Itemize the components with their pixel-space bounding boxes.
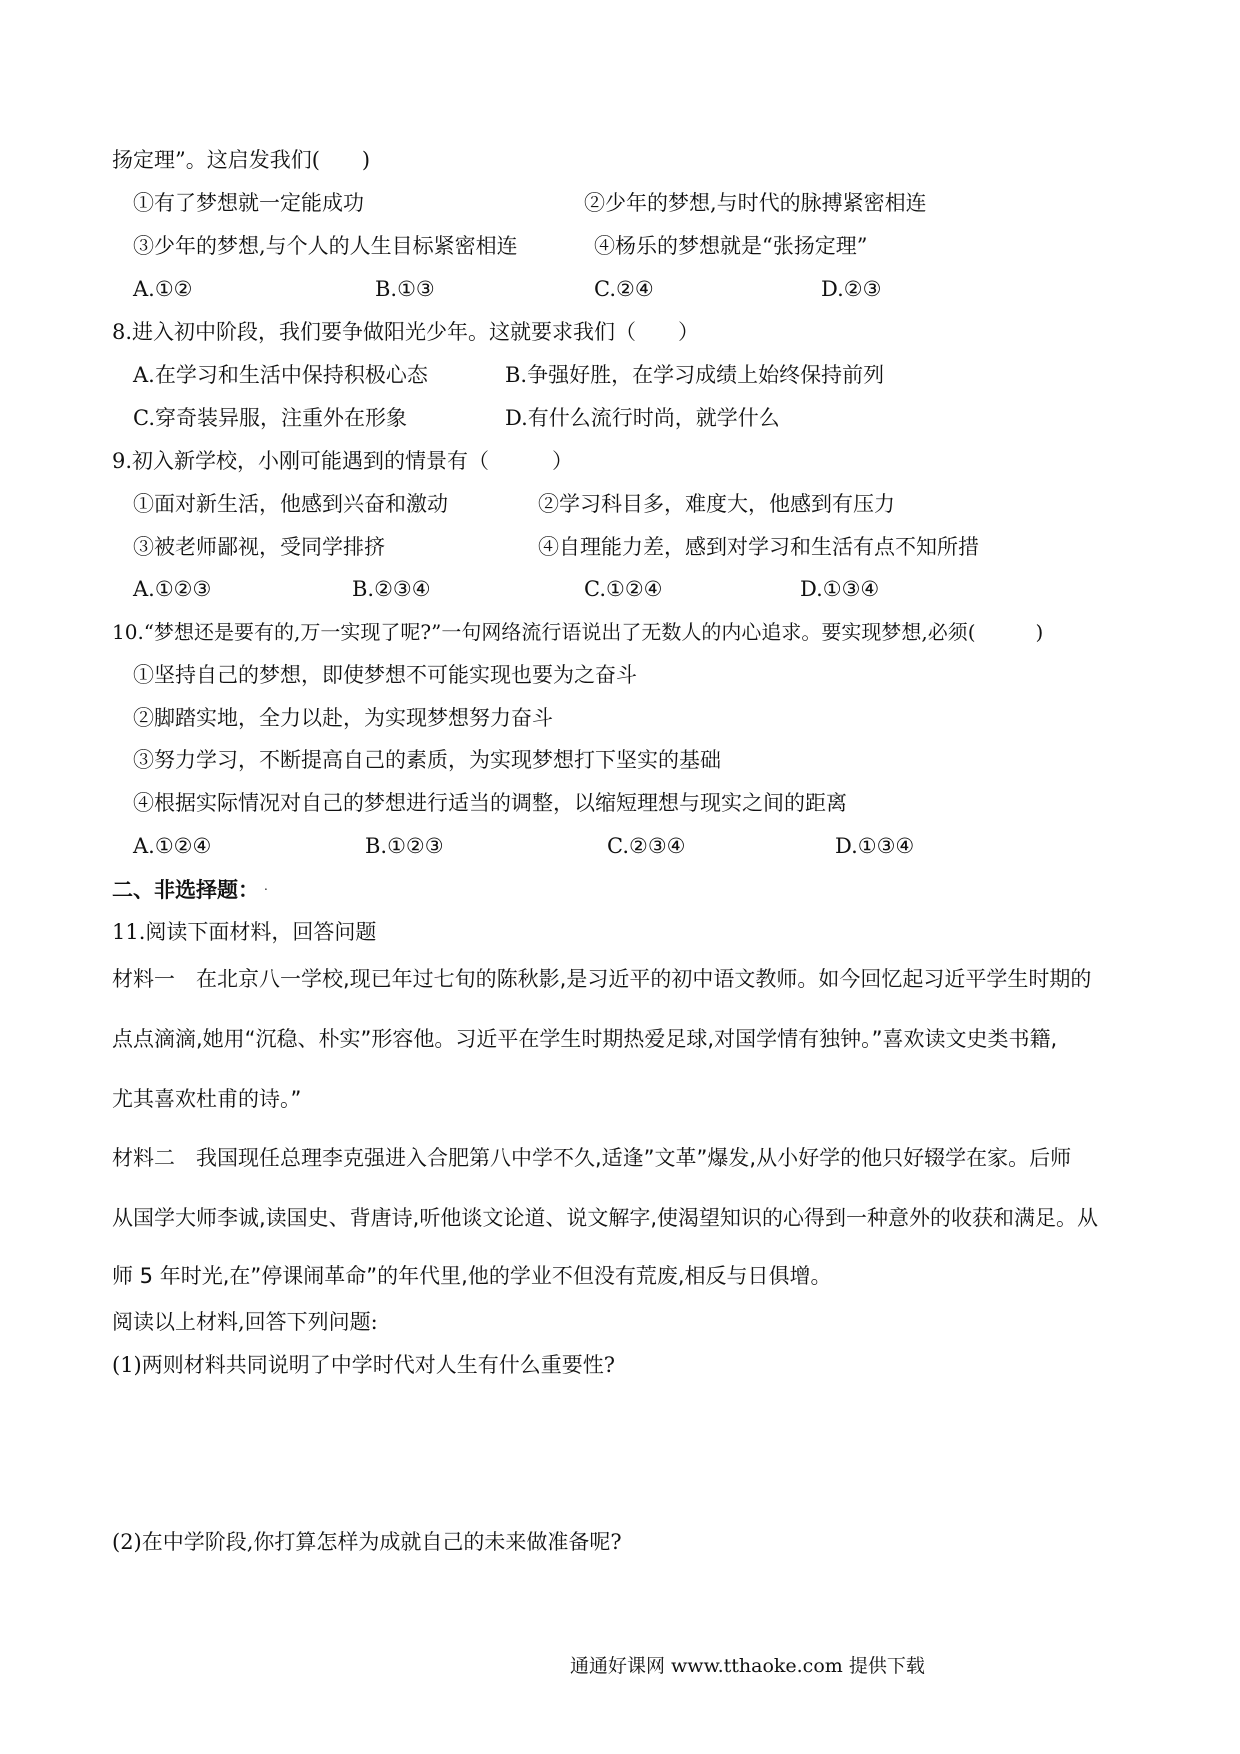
q7-statement-1: ①有了梦想就一定能成功 [133,191,364,215]
q11-prompt: 阅读以上材料,回答下列问题: [112,1310,378,1334]
q7-stem-tail: 扬定理”。这启发我们( ) [112,148,371,172]
q8-option-b: B.争强好胜，在学习成绩上始终保持前列 [505,363,885,387]
q9-stem: 9.初入新学校，小刚可能遇到的情景有（ ） [112,449,574,473]
q10-statement-3: ③努力学习，不断提高自己的素质，为实现梦想打下坚实的基础 [133,748,721,772]
q10-statement-4: ④根据实际情况对自己的梦想进行适当的调整，以缩短理想与现实之间的距离 [133,791,847,815]
q7-statement-3: ③少年的梦想,与个人的人生目标紧密相连 [133,234,518,258]
q10-statement-1: ①坚持自己的梦想，即使梦想不可能实现也要为之奋斗 [133,663,637,687]
material-2-line-1: 材料二 我国现任总理李克强进入合肥第八中学不久,适逢”文革”爆发,从小好学的他只好辍学在家。后师 [112,1146,1072,1170]
q11-subquestion-1: (1)两则材料共同说明了中学时代对人生有什么重要性? [112,1353,616,1377]
q9-statement-2: ②学习科目多，难度大，他感到有压力 [538,492,895,516]
material-1-line-3: 尤其喜欢杜甫的诗。” [112,1087,302,1111]
q9-statement-1: ①面对新生活，他感到兴奋和激动 [133,492,448,516]
q8-option-c: C.穿奇装异服，注重外在形象 [133,406,407,430]
q7-choice-d: D.②③ [821,277,882,301]
material-2-line-2: 从国学大师李诚,读国史、背唐诗,听他谈文论道、说文解字,使渴望知识的心得到一种意外的收获和满足。从 [112,1206,1099,1230]
q10-choice-d: D.①③④ [835,834,915,858]
q9-choice-d: D.①③④ [800,577,880,601]
q7-choice-a: A.①② [133,277,193,301]
q11-subquestion-2: (2)在中学阶段,你打算怎样为成就自己的未来做准备呢? [112,1530,622,1554]
q9-choice-b: B.②③④ [352,577,431,601]
q7-choice-c: C.②④ [594,277,654,301]
q8-stem: 8.进入初中阶段，我们要争做阳光少年。这就要求我们（ ） [112,320,700,344]
q8-option-a: A.在学习和生活中保持积极心态 [133,363,428,387]
q9-statement-4: ④自理能力差，感到对学习和生活有点不知所措 [538,535,979,559]
page-footer: 通通好课网 www.tthaoke.com 提供下载 [570,1655,925,1677]
q9-choice-a: A.①②③ [133,577,212,601]
q9-choice-c: C.①②④ [584,577,663,601]
q7-choice-b: B.①③ [375,277,435,301]
q7-statement-4: ④杨乐的梦想就是“张扬定理” [594,234,868,258]
section-heading: 二、非选择题： [112,878,259,902]
q8-option-d: D.有什么流行时尚，就学什么 [505,406,780,430]
q7-statement-2: ②少年的梦想,与时代的脉搏紧密相连 [584,191,927,215]
q9-statement-3: ③被老师鄙视，受同学排挤 [133,535,385,559]
material-1-line-1: 材料一 在北京八一学校,现已年过七旬的陈秋影,是习近平的初中语文教师。如今回忆起习近平学生时期的 [112,967,1092,991]
q10-choice-b: B.①②③ [365,834,444,858]
material-2-line-3: 师 5 年时光,在”停课闹革命”的年代里,他的学业不但没有荒废,相反与日俱增。 [112,1264,832,1288]
q10-stem: 10.“梦想还是要有的,万一实现了呢?”一句网络流行语说出了无数人的内心追求。要实现梦想,必须( ) [112,620,1044,644]
q10-choice-a: A.①②④ [133,834,212,858]
q10-choice-c: C.②③④ [607,834,686,858]
q10-statement-2: ②脚踏实地，全力以赴，为实现梦想努力奋斗 [133,706,553,730]
heading-stray-mark: . [264,879,268,893]
q11-stem: 11.阅读下面材料，回答问题 [112,920,377,944]
material-1-line-2: 点点滴滴,她用“沉稳、朴实”形容他。习近平在学生时期热爱足球,对国学情有独钟。”喜欢读文史类书籍, [112,1027,1058,1051]
